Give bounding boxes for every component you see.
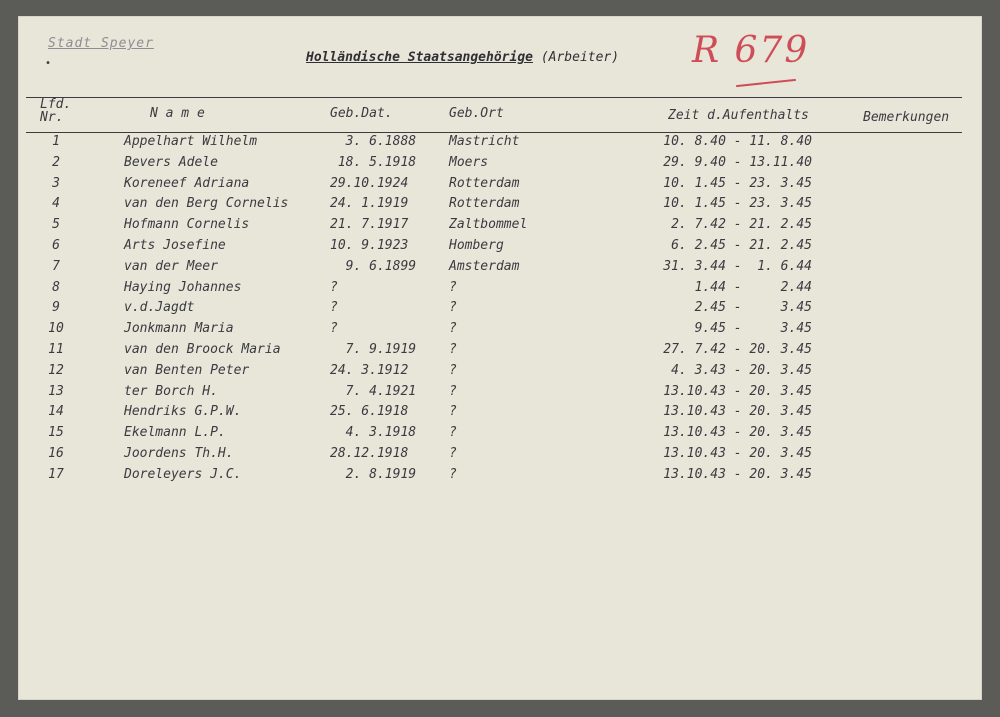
person-name: Hendriks G.P.W.: [124, 404, 242, 420]
stay-period: 31. 3.44 - 1. 6.44: [663, 258, 812, 274]
row-number: 9: [52, 300, 60, 316]
row-number: 17: [48, 466, 64, 482]
birth-place: Moers: [449, 154, 489, 170]
stamp-underline: [736, 79, 796, 87]
person-name: van der Meer: [124, 258, 218, 274]
birth-date: 2. 8.1919: [330, 466, 417, 482]
stay-period: 6. 2.45 - 21. 2.45: [671, 238, 812, 253]
birth-date: 4. 3.1918: [330, 425, 417, 441]
birth-place: ?: [449, 321, 457, 337]
person-name: v.d.Jagdt: [124, 300, 195, 316]
birth-date: 25. 6.1918: [330, 404, 409, 420]
row-number: 12: [48, 362, 64, 378]
person-name: Bevers Adele: [124, 154, 218, 170]
stay-period: 9.45 - 3.45: [694, 321, 812, 337]
row-number: 1: [52, 134, 60, 149]
col-date-header: Geb.Dat.: [330, 106, 393, 121]
birth-place: Mastricht: [449, 134, 520, 149]
col-nr-line2: Nr.: [40, 110, 64, 125]
row-number: 6: [52, 238, 60, 253]
table-row: [18, 259, 982, 279]
birth-date: ?: [330, 321, 338, 337]
birth-place: ?: [449, 446, 457, 461]
person-name: van Benten Peter: [124, 362, 250, 378]
table-row: [18, 155, 982, 175]
birth-place: Rotterdam: [449, 196, 520, 212]
birth-place: Zaltbommel: [449, 217, 528, 233]
table-row: [18, 425, 982, 445]
person-name: Haying Johannes: [124, 279, 242, 295]
table-row: [18, 404, 982, 424]
stay-period: 13.10.43 - 20. 3.45: [663, 425, 812, 441]
person-name: van den Berg Cornelis: [124, 196, 289, 212]
row-number: 11: [48, 342, 64, 357]
col-zeit-header: Zeit d.Aufenthalts: [668, 108, 809, 123]
birth-place: ?: [449, 466, 457, 482]
stay-period: 4. 3.43 - 20. 3.45: [671, 362, 812, 378]
stay-period: 10. 1.45 - 23. 3.45: [663, 196, 812, 212]
birth-place: ?: [449, 342, 457, 357]
birth-date: 24. 3.1912: [330, 362, 409, 378]
stay-period: 13.10.43 - 20. 3.45: [663, 446, 812, 461]
row-number: 16: [48, 446, 64, 461]
table-row: [18, 196, 982, 216]
person-name: ter Borch H.: [124, 383, 218, 399]
birth-date: 28.12.1918: [330, 446, 409, 461]
birth-date: 10. 9.1923: [330, 238, 409, 253]
row-number: 2: [52, 154, 60, 170]
title-suffix: (Arbeiter): [540, 50, 620, 65]
person-name: Hofmann Cornelis: [124, 217, 250, 233]
col-bemerkungen-header: Bemerkungen: [863, 110, 950, 125]
person-name: Appelhart Wilhelm: [124, 134, 258, 149]
tick-mark: •: [45, 58, 52, 69]
birth-place: Homberg: [449, 238, 504, 253]
birth-date: 29.10.1924: [330, 175, 409, 191]
row-number: 3: [52, 175, 60, 191]
stay-period: 13.10.43 - 20. 3.45: [663, 404, 812, 420]
person-name: Jonkmann Maria: [124, 321, 234, 337]
table-row: [18, 446, 982, 466]
table-row: [18, 321, 982, 341]
col-name-header: N a m e: [150, 106, 205, 121]
person-name: Joordens Th.H.: [124, 446, 234, 461]
person-name: Arts Josefine: [124, 238, 226, 253]
title-main: Holländische Staatsangehörige: [306, 50, 533, 65]
birth-place: ?: [449, 279, 457, 295]
table-row: [18, 342, 982, 362]
table-row: [18, 134, 982, 154]
birth-date: 7. 9.1919: [330, 342, 417, 357]
stay-period: 10. 1.45 - 23. 3.45: [663, 175, 812, 191]
person-name: Ekelmann L.P.: [124, 425, 226, 441]
table-row: [18, 176, 982, 196]
stay-period: 29. 9.40 - 13.11.40: [663, 154, 812, 170]
birth-date: 3. 6.1888: [330, 134, 417, 149]
row-number: 5: [52, 217, 60, 233]
row-number: 14: [48, 404, 64, 420]
birth-date: 24. 1.1919: [330, 196, 409, 212]
stay-period: 13.10.43 - 20. 3.45: [663, 466, 812, 482]
birth-place: Amsterdam: [449, 258, 520, 274]
col-nr-header: [40, 98, 71, 124]
stay-period: 27. 7.42 - 20. 3.45: [663, 342, 812, 357]
row-number: 7: [52, 258, 60, 274]
birth-date: 21. 7.1917: [330, 217, 409, 233]
header-rule-top: [26, 97, 962, 98]
row-number: 15: [48, 425, 64, 441]
birth-date: 9. 6.1899: [330, 258, 417, 274]
birth-place: ?: [449, 383, 457, 399]
col-ort-header: Geb.Ort: [449, 106, 504, 121]
stay-period: 2. 7.42 - 21. 2.45: [671, 217, 812, 233]
birth-date: 7. 4.1921: [330, 383, 417, 399]
birth-place: ?: [449, 425, 457, 441]
birth-date: 18. 5.1918: [330, 154, 417, 170]
col-nr-line1: Lfd.: [40, 97, 72, 112]
birth-place: ?: [449, 404, 457, 420]
person-name: Koreneef Adriana: [124, 175, 250, 191]
birth-place: ?: [449, 300, 457, 316]
stay-period: 2.45 - 3.45: [694, 300, 812, 316]
table-row: [18, 238, 982, 258]
stay-period: 10. 8.40 - 11. 8.40: [663, 134, 812, 149]
table-row: [18, 217, 982, 237]
table-row: [18, 280, 982, 300]
header-rule-bottom: [26, 132, 962, 133]
stay-period: 13.10.43 - 20. 3.45: [663, 383, 812, 399]
city-label: Stadt Speyer: [48, 36, 154, 51]
index-card: [18, 16, 982, 700]
table-row: [18, 467, 982, 487]
birth-place: ?: [449, 362, 457, 378]
person-name: Doreleyers J.C.: [124, 466, 242, 482]
row-number: 10: [48, 321, 64, 337]
birth-date: ?: [330, 279, 338, 295]
person-name: van den Broock Maria: [124, 342, 281, 357]
row-number: 13: [48, 383, 64, 399]
row-number: 4: [52, 196, 60, 212]
table-row: [18, 300, 982, 320]
row-number: 8: [52, 279, 60, 295]
stay-period: 1.44 - 2.44: [694, 279, 812, 295]
card-title: [306, 50, 619, 65]
archive-stamp: R 679: [692, 30, 810, 71]
table-row: [18, 363, 982, 383]
birth-place: Rotterdam: [449, 175, 520, 191]
birth-date: ?: [330, 300, 338, 316]
table-row: [18, 384, 982, 404]
